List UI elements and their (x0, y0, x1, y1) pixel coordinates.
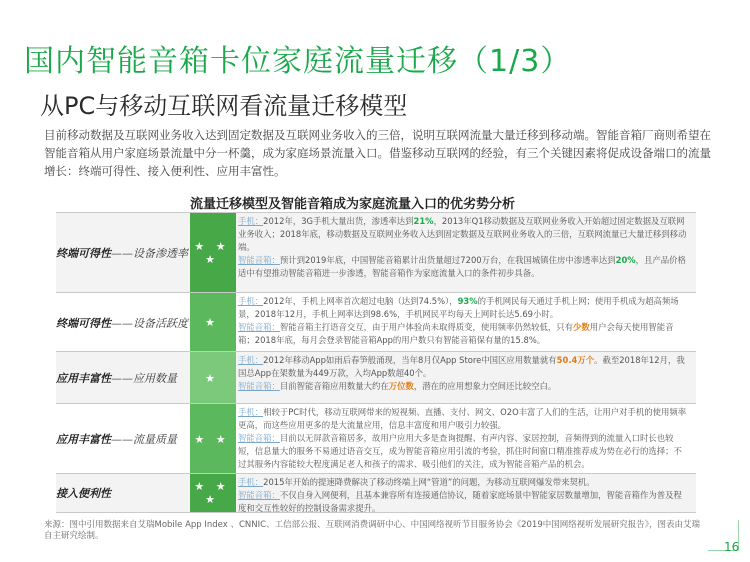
row-label: 终端可得性——设备活跃度 (56, 316, 188, 330)
star-rating: ★ ★ ★ (194, 240, 230, 266)
row-label: 应用丰富性——流量质量 (56, 433, 177, 446)
row-description: 手机：2012年，手机上网率首次超过电脑（达到74.5%），93%的手机网民每天通过手机上网；使用手机成为超高频场景，2018年12月，手机上网率达到98.6%，手机网民平均每天上网时长达5.69小时。 智能音箱：智能音箱主打语音交互，由于用户体验尚未取得质变，使用频率仍然较低，只有少数用户会每天使用智能音箱；2018年底，每月会登录智能音箱App的用户数只有智能音箱保有量的15.8%。 (238, 296, 679, 345)
row-label: 终端可得性——设备渗透率 (56, 247, 188, 260)
table-title: 流量迁移模型及智能音箱成为家庭流量入口的优劣势分析 (190, 197, 516, 212)
star-rating: ★ ★ ★ (194, 480, 230, 506)
row-label: 应用丰富性——应用数量 (56, 372, 177, 385)
page-title: 国内智能音箱卡位家庭流量迁移（1/3） (24, 44, 572, 79)
star-rating: ★ ★ (194, 432, 230, 446)
table-row (56, 473, 696, 513)
page-number: 16 (724, 540, 740, 554)
table-row (56, 351, 696, 404)
star-rating: ★ (205, 316, 219, 329)
source-note: 来源：图中引用数据来自艾瑞Mobile App Index 、CNNIC、工信部公报、互联网消费调研中心、中国网络视听节目服务协会《2019中国网络视听发展研究报告》，图表由艾瑞自主研究绘制。 (44, 520, 700, 541)
star-rating: ★ (205, 371, 219, 385)
intro-paragraph: 目前移动数据及互联网业务收入达到固定数据及互联网业务收入的三倍，说明互联网流量大量迁移到移动端。智能音箱厂商则希望在智能音箱从用户家庭场景流量中分一杯羹，成为家庭场景流量入口。借鉴移动互联网的经验，有三个关键因素将促成设备端口的流量增长：终端可得性、接入便利性、应用丰富性。 (44, 128, 711, 178)
page-subtitle: 从PC与移动互联网看流量迁移模型 (40, 92, 408, 120)
row-label: 接入便利性 (56, 487, 111, 500)
row-description: 手机：2012年移动App如雨后春笋般涌现，当年8月仅App Store中国区应用数量就有50.4万个。截至2018年12月，我国总App在架数量为449万款，入均App数超40个。 智能音箱：目前智能音箱应用数量大约在万位数，潜在的应用想象力空间还比较空白。 (238, 355, 685, 391)
row-description: 手机：相较于PC时代，移动互联网带来的短视频、直播、支付、网文、O2O丰富了人们的生活，让用户对手机的使用频率更高，而这些应用更多的是大流量应用，信息丰富度和用户吸引力较强。 智能音箱：目前以无屏款音箱居多，故用户应用大多是查询提醒、有声内容、家居控制，音频得到的流量入口时长也较短，信息量大的服务不易通过语音交互，成为智能音箱应用引流的考验，抓住时间窗口精准推荐成为势在必行的选择；不过其服务内容能较大程度满足老人和孩子的需求、吸引他们的关注，成为智能音箱产品的机会。 (238, 407, 687, 469)
table-row (56, 292, 696, 352)
table-row (56, 403, 696, 474)
row-description: 手机：2012年，3G手机大量出货，渗透率达到21%，2013年Q1移动数据及互联网业务收入开始超过固定数据及互联网业务收入；2018年底，移动数据及互联网业务收入达到固定数据及互联网业务收入的三倍，互联网流量已大量迁移到移动端。 智能音箱：预计到2019年底，中国智能音箱累计出货量超过7200万台，在我国城镇住房中渗透率达到20%，且产品价格适中有望推动智能音箱进一步渗透，智能音箱作为家庭流量入口的条件初步具备。 (238, 216, 687, 278)
table-row (56, 212, 696, 293)
row-description: 手机：2015年开始的提速降费解决了移动终端上网“管道”的问题，为移动互联网爆发带来契机。 智能音箱：不仅自身入网便利，且基本兼容所有连接通信协议，随着家庭场景中智能家居数量增加，智能音箱作为普及程度和交互性较好的控制设备需求提升。 (238, 477, 682, 513)
